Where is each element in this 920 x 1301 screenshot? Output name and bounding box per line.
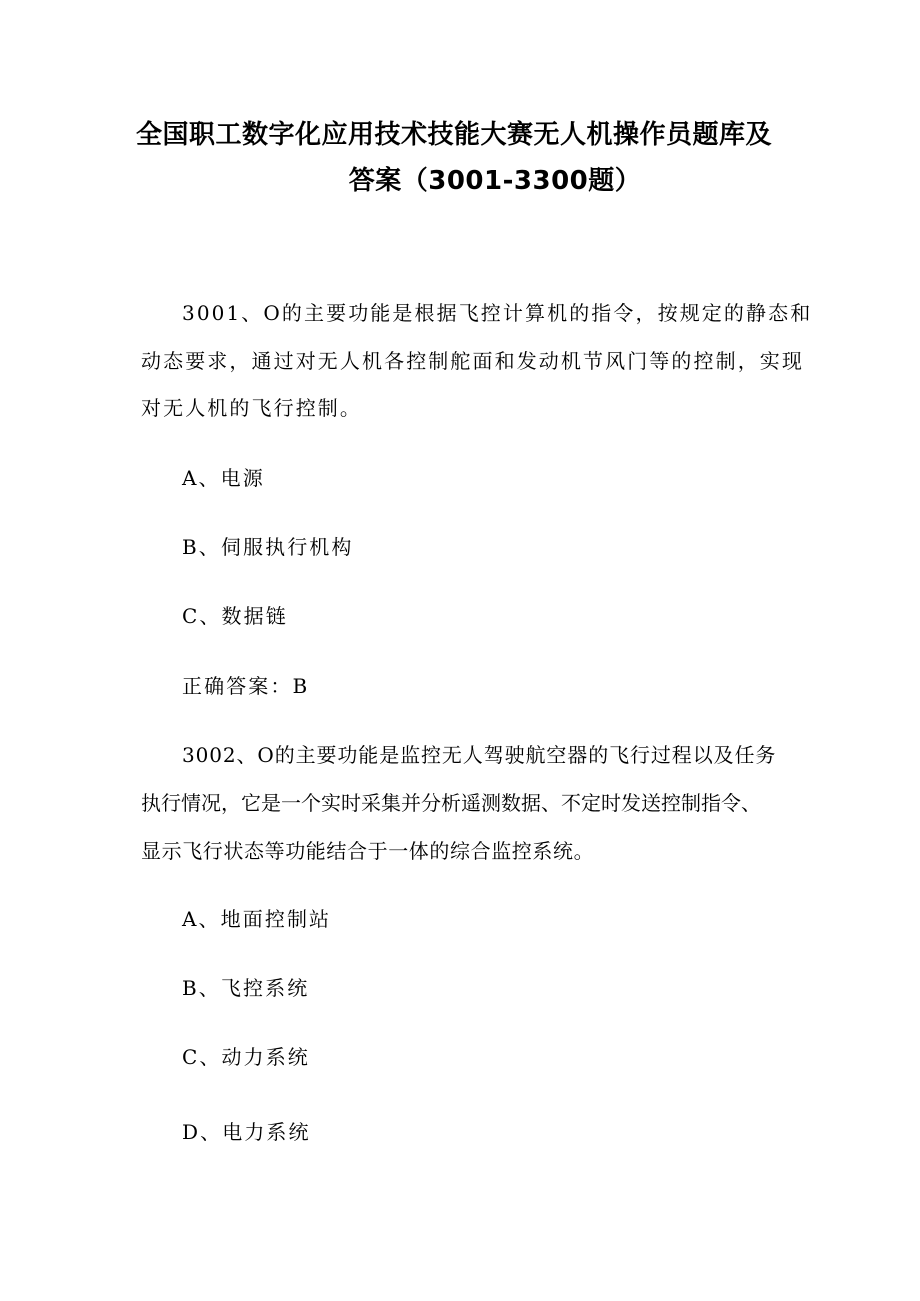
question-stem-line: 3001、O的主要功能是根据飞控计算机的指令，按规定的静态和 [182, 301, 813, 325]
document-title-line-2: 答案（3001-3300题） [348, 166, 642, 196]
option-a: A、电源 [182, 466, 265, 490]
option-b: B、飞控系统 [182, 976, 310, 1000]
correct-answer: 正确答案：B [182, 674, 310, 698]
question-stem-line: 3002、O的主要功能是监控无人驾驶航空器的飞行过程以及任务 [182, 743, 777, 767]
option-d: D、电力系统 [182, 1120, 311, 1144]
option-c: C、动力系统 [182, 1045, 310, 1069]
document-title-line-1: 全国职工数字化应用技术技能大赛无人机操作员题库及 [135, 120, 772, 150]
question-stem-line: 动态要求，通过对无人机各控制舵面和发动机节风门等的控制，实现 [141, 349, 804, 373]
option-a: A、地面控制站 [182, 907, 332, 931]
question-stem-line: 对无人机的飞行控制。 [141, 396, 362, 420]
option-c: C、数据链 [182, 604, 288, 628]
option-b: B、伺服执行机构 [182, 535, 354, 559]
question-stem-line: 执行情况，它是一个实时采集并分析遥测数据、不定时发送控制指令、 [141, 791, 761, 815]
question-stem-line: 显示飞行状态等功能结合于一体的综合监控系统。 [141, 839, 595, 863]
